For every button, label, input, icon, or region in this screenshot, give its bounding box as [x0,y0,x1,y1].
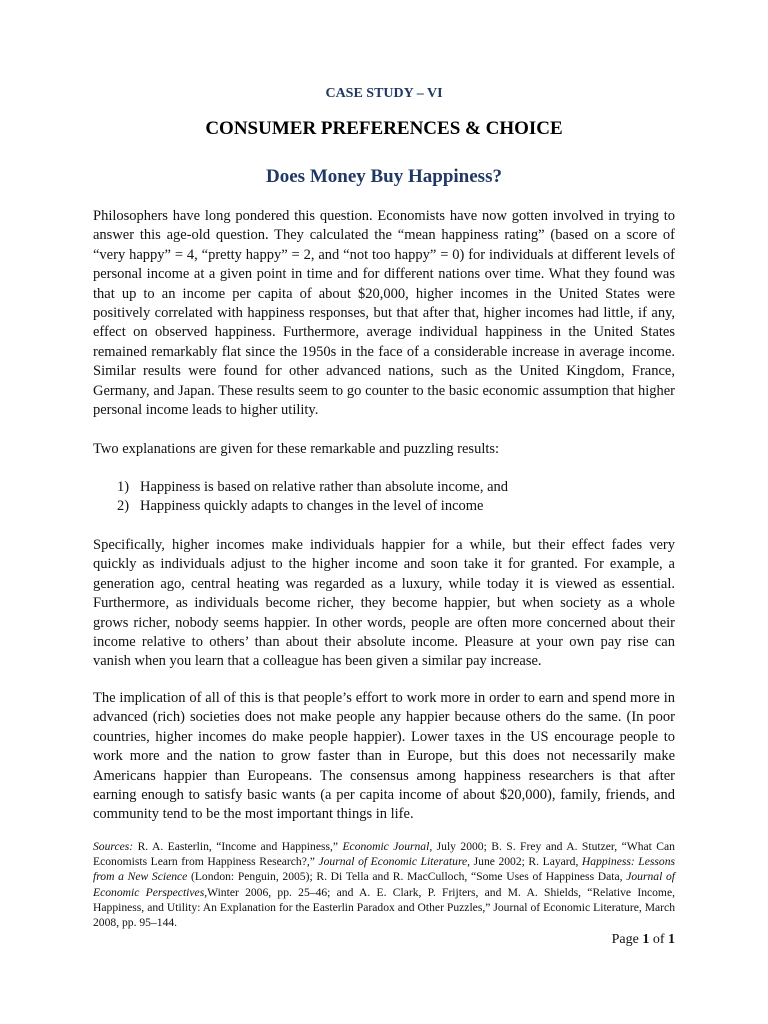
sources-journal-4: Journal of Economic Perspectives [93,870,675,899]
paragraph-specifically: Specifically, higher incomes make individuals happier for a while, but their effect fades very quickly as individuals adjust to the higher income and soon take it for granted. For example, a generation ago, central heating was regarded as a luxury, while today it is viewed as essential. Furthermore, as individuals become richer, they become happier, but when society as a whole grows richer, nobody seems happier. In other words, people are often more concerned about their income relative to others’ than about their absolute income. Pleasure at your own pay rise can vanish when you learn that a colleague has been given a similar pay increase. [93,537,675,670]
list-item [117,478,675,497]
list-item [117,497,675,516]
list-item-text: Happiness quickly adapts to changes in the level of income [140,498,484,515]
page-current: 1 [642,932,650,947]
case-study-label: CASE STUDY – VI [325,86,443,101]
paragraph-explanations-lead: Two explanations are given for these remarkable and puzzling results: [93,441,500,457]
list-item-text: Happiness is based on relative rather than absolute income, and [140,479,509,495]
sources-journal-3: Happiness: Lessons from a New Science [93,855,676,884]
sources-journal-2: Journal of Economic Literature, [318,855,471,869]
page-total: 1 [668,932,675,947]
sources-text-4: (London: Penguin, 2005); R. Di Tella and R. MacCulloch, “Some Uses of Happiness Data, [187,870,627,884]
page-title: CONSUMER PREFERENCES & CHOICE [205,118,563,139]
page-number [612,932,675,948]
sources-lead: Sources: [93,840,134,853]
sources-text-1: R. A. Easterlin, “Income and Happiness,” [133,840,343,853]
sources-text-5: ,Winter 2006, pp. 25–46; and A. E. Clark, P. Frijters, and M. A. Shields, “Relative Income, Happiness, and Utility: An Explanation for the Easterlin Paradox and Other Puzzles,” Journal of Economic Literature, March 2008, pp. 95–144. [93,885,675,930]
sources-journal-1: Economic Journal, [342,840,433,853]
list-item-number: 1) [117,479,130,495]
paragraph-implication: The implication of all of this is that people’s effort to work more in order to earn and spend more in advanced (rich) societies does not make people any happier because others do the same. (In poor countries, higher incomes do make people happier). Lower taxes in the US encourage people to work more and the nation to grow faster than in Europe, but this does not necessarily make Americans happier than Europeans. The consensus among happiness researchers is that after earning enough to satisfy basic wants (a per capita income of about $20,000), family, friends, and community tend to be the most important things in life. [93,690,675,823]
page-word: Page [611,932,643,947]
explanations-list [117,478,675,517]
page-of: of [649,932,668,947]
sources-citation [93,839,675,930]
sources-text-2: July 2000; B. S. Frey and A. Stutzer, “What Can Economists Learn from Happiness Research?,” [93,840,675,869]
sources-text-3: June 2002; R. Layard, [470,855,582,869]
paragraph-intro: Philosophers have long pondered this question. Economists have now gotten involved in trying to answer this age-old question. They calculated the “mean happiness rating” (based on a score of “very happy” = 4, “pretty happy” = 2, and “not too happy” = 0) for individuals at different levels of personal income at a given point in time and for different nations over time. What they found was that up to an income per capita of about $20,000, higher incomes in the United States were positively correlated with happiness responses, but that after that, higher incomes had little, if any, effect on observed happiness. Furthermore, average individual happiness in the United States remained remarkably flat since the 1950s in the face of a considerable increase in average income. Similar results were found for other advanced nations, such as the United Kingdom, France, Germany, and Japan. These results seem to go counter to the basic economic assumption that higher personal income leads to higher utility. [93,208,675,419]
list-item-number: 2) [117,498,130,515]
page-subtitle: Does Money Buy Happiness? [266,166,502,187]
